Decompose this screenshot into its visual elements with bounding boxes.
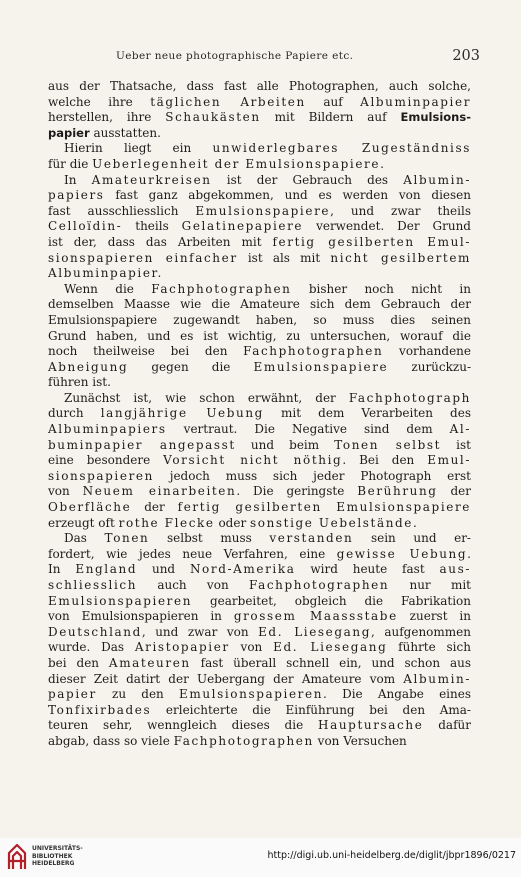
text-line [48, 375, 471, 391]
text-segment: noch theilweise bei den [48, 344, 244, 359]
text-segment: mit dem Verarbeiten des [263, 406, 471, 421]
text-segment: führen ist. [48, 375, 111, 390]
text-segment: abgab, dass so viele [48, 733, 174, 748]
text-line [48, 235, 471, 251]
spaced-emphasis-text: Albuminpapier. [48, 266, 163, 281]
text-segment: bisher noch nicht in [291, 281, 471, 296]
text-segment: , und zwar von [141, 624, 259, 639]
spaced-emphasis-text: Emul- [427, 453, 471, 468]
text-line [48, 422, 471, 438]
spaced-emphasis-text: Schaukästen [165, 110, 261, 125]
text-line [48, 188, 471, 204]
spaced-emphasis-text: grossem Maassstabe [233, 609, 398, 624]
text-segment: von Versuchen [313, 733, 407, 748]
source-url-link[interactable]: http://digi.ub.uni-heidelberg.de/diglit/jbpr1896/0217 [267, 850, 516, 861]
bold-emphasis-text: Emulsions- [400, 110, 471, 125]
text-line [48, 157, 471, 173]
text-segment: erleichterte die Einführung bei den Ama- [151, 702, 471, 717]
text-line [48, 438, 471, 454]
text-line [48, 391, 471, 407]
spaced-emphasis-text: Gelatinepapiere [181, 219, 304, 234]
library-name-line: BIBLIOTHEK [32, 852, 73, 860]
text-segment: fordert, wie jedes neue Verfahren, eine [48, 546, 337, 561]
text-line [48, 718, 471, 734]
spaced-emphasis-text: Oberfläche [48, 500, 132, 515]
spaced-emphasis-text: Fachphotographen [173, 733, 314, 748]
spaced-emphasis-text: Nord-Amerika [189, 562, 296, 577]
text-segment: herstellen, ihre [48, 110, 166, 125]
text-line [48, 609, 471, 625]
text-line [48, 516, 471, 532]
spaced-emphasis-text: Tonen [104, 531, 150, 546]
text-segment: der [131, 500, 178, 515]
text-segment: In [64, 172, 92, 187]
bold-emphasis-text: papier [48, 125, 90, 140]
text-segment: und [137, 562, 190, 577]
text-line [48, 703, 471, 719]
text-segment: fast ganz abgekommen, und es werden von diesen [104, 188, 471, 203]
spaced-emphasis-text: Emulsionspapiere [195, 203, 331, 218]
spaced-emphasis-text: Vorsicht nicht nöthig [163, 453, 343, 468]
spaced-emphasis-text: Ed. Liesegang [258, 624, 372, 639]
spaced-emphasis-text: Fachphotographen [248, 578, 390, 592]
text-line [48, 687, 471, 703]
text-line [48, 329, 471, 345]
spaced-emphasis-text: papier [48, 687, 97, 702]
text-line [48, 578, 471, 594]
text-segment: sein und er- [353, 531, 471, 546]
spaced-emphasis-text: Fachphotograph [348, 390, 471, 405]
spaced-emphasis-text: langjährige Uebung [100, 406, 264, 421]
text-segment: Zunächst ist, wie schon erwähnt, der [64, 390, 349, 405]
text-segment: vorhandene [383, 344, 471, 359]
text-segment: zu den [96, 687, 179, 702]
spaced-emphasis-text: Albumin- [403, 172, 471, 187]
text-segment: Wenn die [64, 281, 152, 296]
spaced-emphasis-text: fertig gesilberten Emul- [272, 234, 471, 249]
text-segment: vertraut. Die Negative sind dem [166, 422, 450, 437]
library-name-line: HEIDELBERG [32, 860, 75, 867]
text-segment: demselben Maasse wie die Amateure sich dem Gebrauch der [48, 297, 471, 312]
spaced-emphasis-text: nicht gesilbertem [330, 250, 471, 265]
text-segment: auf [305, 94, 361, 109]
text-line [48, 313, 471, 329]
spaced-emphasis-text: Albuminpapiers [48, 422, 167, 437]
text-line [48, 562, 471, 578]
text-line [48, 297, 471, 313]
text-line [48, 469, 471, 485]
text-line [48, 594, 471, 610]
spaced-emphasis-text: Celloïdin- [48, 219, 123, 234]
text-segment: theils [122, 219, 182, 234]
text-line [48, 734, 471, 750]
text-segment: . Die geringste [236, 484, 358, 499]
text-segment: dieser Zeit datirt der Uebergang der Amateure vom [48, 671, 404, 686]
text-line [48, 672, 471, 688]
body-text [48, 79, 471, 750]
spaced-emphasis-text: Amateurkreisen [91, 172, 212, 187]
text-line [48, 360, 471, 376]
text-line [48, 500, 471, 516]
text-segment: bei den [48, 655, 109, 670]
spaced-emphasis-text: Al- [449, 422, 471, 437]
text-segment: oder [214, 515, 250, 530]
text-segment: ist [441, 437, 471, 452]
spaced-emphasis-text: Amateuren [108, 655, 191, 670]
text-segment: . Die Angabe eines [323, 687, 471, 702]
text-line [48, 547, 471, 563]
spaced-emphasis-text: sionspapieren [48, 468, 154, 483]
text-segment: ist der, dass das Arbeiten mit [48, 234, 273, 249]
running-title: Ueber neue photographische Papiere etc. [116, 50, 354, 62]
text-line [48, 453, 471, 469]
text-segment: dafür [423, 718, 471, 733]
spaced-emphasis-text: Tonen selbst [334, 437, 442, 452]
text-segment: auch von [137, 578, 249, 592]
text-line [48, 266, 471, 282]
spaced-emphasis-text: Deutschland [48, 624, 142, 639]
text-segment: zuerst in [397, 609, 471, 624]
text-segment: jedoch muss sich jeder Photograph erst [153, 468, 471, 483]
text-line [48, 79, 471, 95]
text-line [48, 484, 471, 500]
spaced-emphasis-text: buminpapier angepasst [48, 437, 236, 452]
text-segment: mit Bildern auf [260, 110, 401, 125]
text-segment: von [229, 640, 274, 655]
spaced-emphasis-text: unwiderlegbares Zugeständniss [212, 141, 471, 156]
text-segment: Grund haben, und es ist wichtig, zu untersuchen, worauf die [48, 328, 471, 343]
spaced-emphasis-text: aus- [439, 562, 471, 577]
text-segment: Das [64, 531, 105, 546]
spaced-emphasis-text: Ed. Liesegang [273, 640, 388, 655]
spaced-emphasis-text: fertig gesilberten Emulsionspapiere [177, 500, 471, 515]
text-line [48, 141, 471, 157]
spaced-emphasis-text: schliesslich [48, 578, 138, 592]
text-segment: fast überall schnell ein, und schon aus [190, 655, 471, 670]
text-line [48, 126, 471, 142]
text-line [48, 173, 471, 189]
text-segment: verwendet. Der Grund [303, 219, 471, 234]
library-name-line: UNIVERSITÄTS- [32, 845, 83, 852]
text-segment: zurückzu- [388, 359, 471, 374]
text-segment: teuren sehr, wenngleich dieses die [48, 718, 319, 733]
spaced-emphasis-text: Hauptursache [318, 718, 424, 733]
text-segment: eine besondere [48, 453, 164, 468]
text-segment: führte sich [387, 640, 471, 655]
text-segment: . Bei den [342, 453, 428, 468]
text-line [48, 204, 471, 220]
spaced-emphasis-text: Berührung [357, 484, 438, 499]
spaced-emphasis-text: Aristopapier [134, 640, 230, 655]
text-segment: wird heute fast [295, 562, 440, 577]
spaced-emphasis-text: Fachphotographen [243, 344, 384, 359]
text-line [48, 344, 471, 360]
text-segment: von Emulsionspapieren in [48, 609, 234, 624]
spaced-emphasis-text: Albuminpapier [360, 94, 471, 109]
text-segment: . [413, 515, 417, 530]
text-segment: nur mit [389, 578, 471, 592]
university-library-logo-icon [6, 843, 28, 871]
text-segment: ausstatten. [89, 125, 161, 140]
spaced-emphasis-text: täglichen Arbeiten [150, 94, 306, 109]
text-segment: aus der Thatsache, dass fast alle Photographen, auch solche, [48, 79, 471, 93]
spaced-emphasis-text: sionspapieren einfacher [48, 250, 238, 265]
text-segment: Emulsionspapiere zugewandt haben, so muss dies seinen [48, 312, 471, 327]
text-line [48, 110, 471, 126]
text-segment: und beim [235, 437, 335, 452]
text-line [48, 640, 471, 656]
spaced-emphasis-text: verstanden [269, 531, 354, 546]
running-header [48, 50, 480, 66]
library-name [32, 845, 83, 868]
text-segment: ist als mit [237, 250, 331, 265]
text-segment: wurde. Das [48, 640, 135, 655]
spaced-emphasis-text: Neuem einarbeiten [82, 484, 237, 499]
spaced-emphasis-text: England [75, 562, 138, 577]
text-segment: selbst muss [149, 531, 270, 546]
text-line [48, 531, 471, 547]
spaced-emphasis-text: papiers [48, 188, 105, 203]
text-segment: . [467, 546, 471, 561]
text-line [48, 282, 471, 298]
text-line [48, 95, 471, 111]
spaced-emphasis-text: Albumin- [403, 671, 471, 686]
footer-bar [0, 838, 521, 877]
text-segment: gegen die [128, 359, 254, 374]
page-number: 203 [452, 48, 480, 64]
text-line [48, 251, 471, 267]
text-line [48, 625, 471, 641]
text-segment: durch [48, 406, 101, 421]
text-segment: , aufgenommen [371, 624, 471, 639]
text-line [48, 219, 471, 235]
spaced-emphasis-text: Abneigung [48, 359, 129, 374]
text-segment: , und zwar theils [330, 203, 471, 218]
spaced-emphasis-text: Fachphotographen [151, 281, 292, 296]
spaced-emphasis-text: Emulsionspapieren [179, 687, 324, 702]
text-segment: der [437, 484, 471, 499]
spaced-emphasis-text: Emulsionspapieren [48, 593, 193, 608]
text-segment: ist der Gebrauch des [211, 172, 404, 187]
text-segment: für die [48, 156, 93, 171]
spaced-emphasis-text: gewisse Uebung [336, 546, 468, 561]
text-segment: In [48, 562, 76, 577]
text-line [48, 406, 471, 422]
text-segment: welche ihre [48, 94, 151, 109]
spaced-emphasis-text: Emulsionspapiere [253, 359, 389, 374]
text-line [48, 656, 471, 672]
spaced-emphasis-text: Ueberlegenheit der Emulsionspapiere. [92, 156, 386, 171]
text-segment: erzeugt oft [48, 515, 119, 530]
text-segment: von [48, 484, 83, 499]
spaced-emphasis-text: rothe Flecke [118, 515, 215, 530]
text-segment: gearbeitet, obgleich die Fabrikation [192, 593, 471, 608]
text-segment: Hierin liegt ein [64, 141, 213, 156]
spaced-emphasis-text: Tonfixirbades [48, 702, 152, 717]
text-segment: fast ausschliesslich [48, 203, 196, 218]
spaced-emphasis-text: sonstige Uebelstände [250, 515, 414, 530]
